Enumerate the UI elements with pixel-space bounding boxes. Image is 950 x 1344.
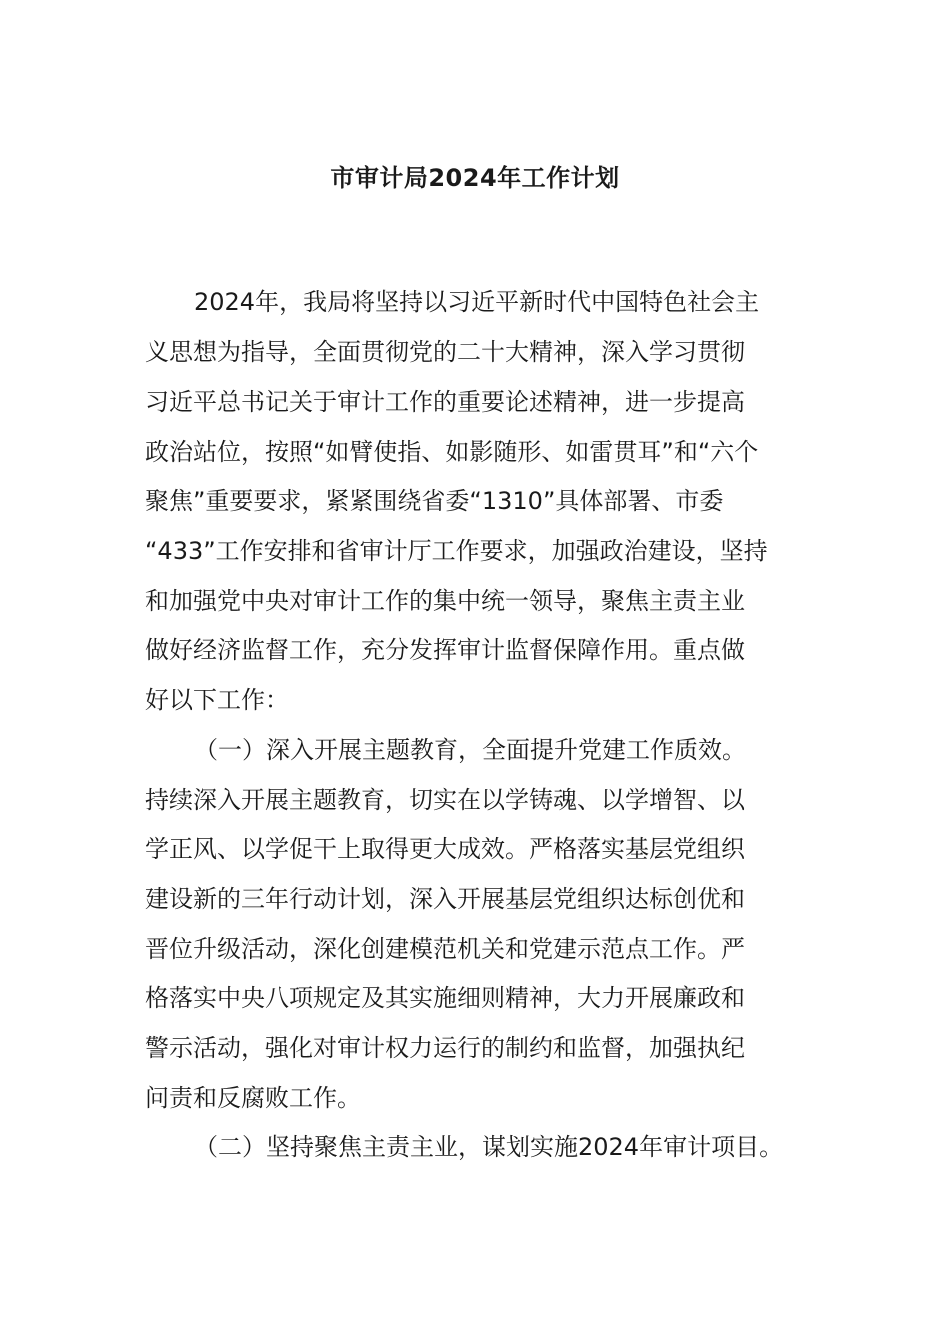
body-line-7: 和加强党中央对审计工作的集中统一领导，聚焦主责主业	[145, 587, 745, 615]
body-line-15: 格落实中央八项规定及其实施细则精神，大力开展廉政和	[145, 984, 745, 1012]
body-line-12: 学正风、以学促干上取得更大成效。严格落实基层党组织	[145, 835, 745, 863]
body-line-14: 晋位升级活动，深化创建模范机关和党建示范点工作。严	[145, 935, 745, 963]
body-line-5: 聚焦”重要要求，紧紧围绕省委“1310”具体部署、市委	[145, 487, 724, 515]
section-heading-1: （一）深入开展主题教育，全面提升党建工作质效。	[194, 736, 746, 764]
body-line-16: 警示活动，强化对审计权力运行的制约和监督，加强执纪	[145, 1034, 745, 1062]
body-line-2: 义思想为指导，全面贯彻党的二十大精神，深入学习贯彻	[145, 338, 745, 366]
section-heading-2: （二）坚持聚焦主责主业，谋划实施2024年审计项目。	[194, 1133, 784, 1161]
body-line-4: 政治站位，按照“如臂使指、如影随形、如雷贯耳”和“六个	[145, 438, 759, 466]
body-line-13: 建设新的三年行动计划，深入开展基层党组织达标创优和	[145, 885, 745, 913]
body-line-17: 问责和反腐败工作。	[145, 1084, 361, 1112]
document-title: 市审计局2024年工作计划	[330, 164, 620, 192]
body-line-9: 好以下工作：	[145, 686, 289, 714]
body-line-3: 习近平总书记关于审计工作的重要论述精神，进一步提高	[145, 388, 745, 416]
body-line-11: 持续深入开展主题教育，切实在以学铸魂、以学增智、以	[145, 786, 745, 814]
body-line-6: “433”工作安排和省审计厅工作要求，加强政治建设，坚持	[145, 537, 768, 565]
body-line-1: 2024年，我局将坚持以习近平新时代中国特色社会主	[194, 288, 760, 316]
body-line-8: 做好经济监督工作，充分发挥审计监督保障作用。重点做	[145, 636, 745, 664]
